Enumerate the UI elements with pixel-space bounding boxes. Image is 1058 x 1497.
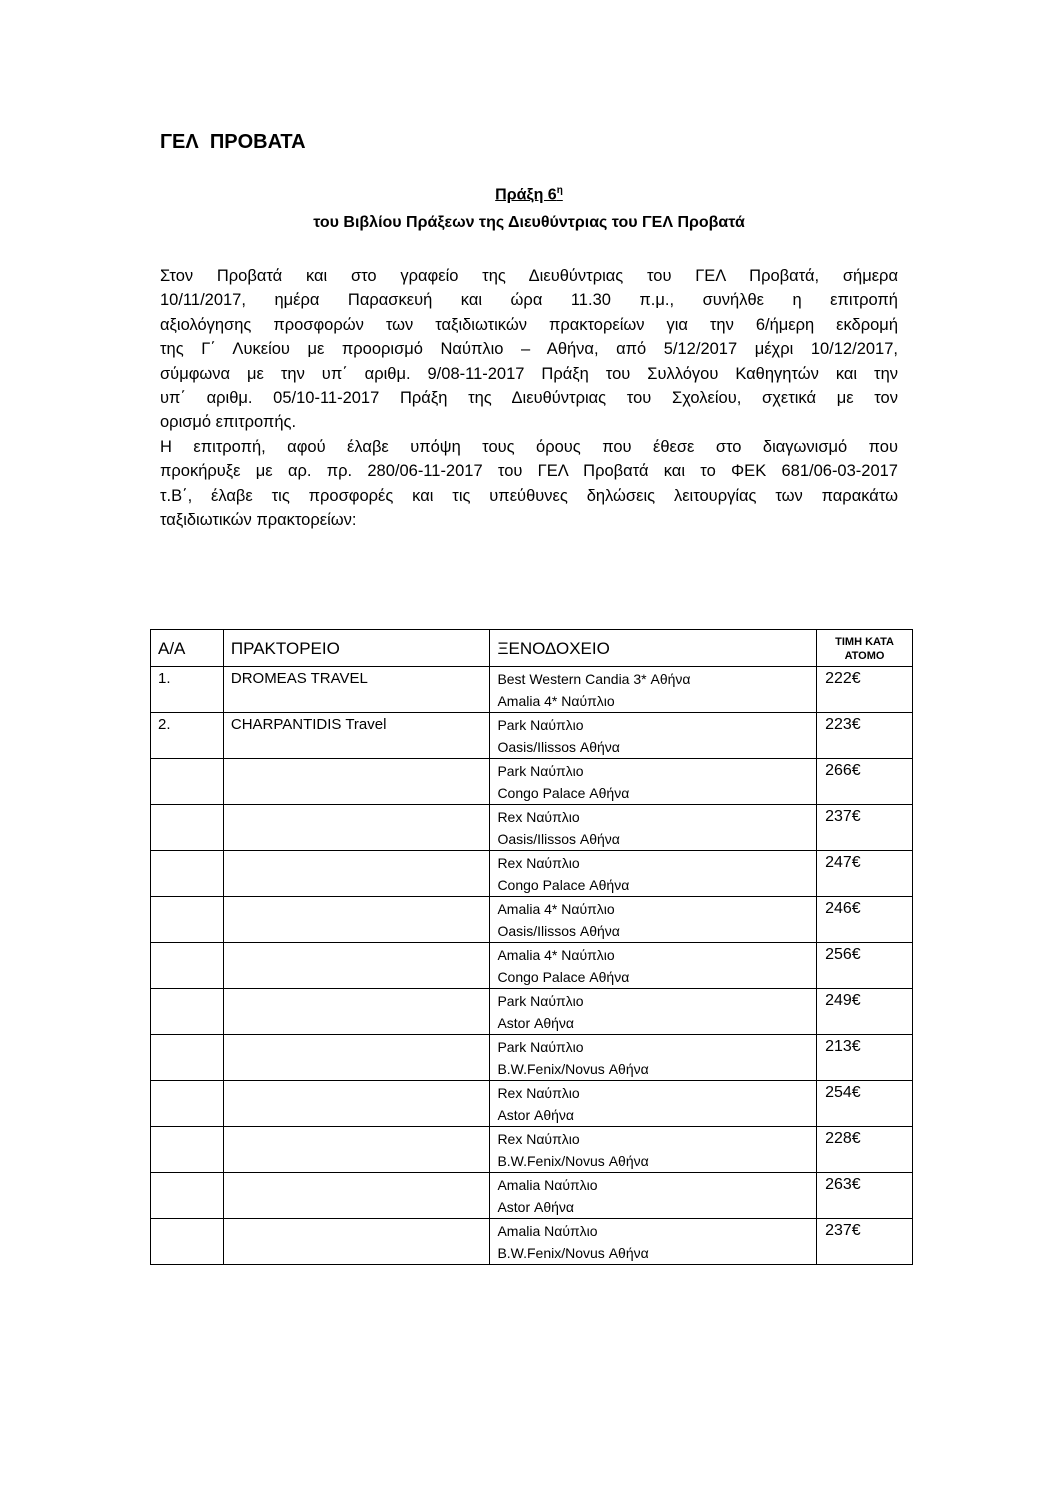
cell-agency xyxy=(223,1081,490,1127)
cell-price: 228€ xyxy=(817,1127,913,1173)
hotel-line-2: Astor Αθήνα xyxy=(497,1015,575,1031)
cell-num xyxy=(151,1035,224,1081)
cell-hotel xyxy=(490,851,817,897)
cell-num: 1. xyxy=(151,667,224,713)
body-line: υπ΄ αριθμ. 05/10-11-2017 Πράξη της Διευθύντριας του Σχολείου, σχετικά με τον xyxy=(160,388,898,407)
cell-num xyxy=(151,943,224,989)
hotel-line-2: B.W.Fenix/Novus Αθήνα xyxy=(497,1061,649,1077)
cell-num xyxy=(151,851,224,897)
hotel-line-2: Astor Αθήνα xyxy=(497,1107,575,1123)
body-line: σύμφωνα με την υπ΄ αριθμ. 9/08-11-2017 Πράξη του Συλλόγου Καθηγητών και την xyxy=(160,364,898,383)
cell-num xyxy=(151,1081,224,1127)
table-header-row xyxy=(151,630,913,667)
cell-price: 222€ xyxy=(817,667,913,713)
hotel-line-2: Congo Palace Αθήνα xyxy=(497,877,630,893)
table-row xyxy=(151,1081,913,1127)
cell-hotel xyxy=(490,1127,817,1173)
cell-agency xyxy=(223,759,490,805)
cell-hotel xyxy=(490,989,817,1035)
table-row xyxy=(151,713,913,759)
act-title-superscript: η xyxy=(556,185,563,196)
cell-num xyxy=(151,1173,224,1219)
hotel-line-1: Park Ναύπλιο xyxy=(497,1039,584,1055)
cell-price: 237€ xyxy=(817,1219,913,1265)
act-title-text: Πράξη 6 xyxy=(495,186,557,204)
cell-agency xyxy=(223,1127,490,1173)
cell-agency xyxy=(223,1173,490,1219)
cell-price: 213€ xyxy=(817,1035,913,1081)
cell-hotel xyxy=(490,1081,817,1127)
body-line: Η επιτροπή, αφού έλαβε υπόψη τους όρους που έθεσε στο διαγωνισμό που xyxy=(160,437,898,456)
hotel-line-2: Congo Palace Αθήνα xyxy=(497,969,630,985)
header-agency: ΠΡΑΚΤΟΡΕΙΟ xyxy=(223,630,490,667)
cell-price: 263€ xyxy=(817,1173,913,1219)
cell-hotel xyxy=(490,713,817,759)
header-price-line2: ΑΤΟΜΟ xyxy=(844,650,885,662)
cell-price: 223€ xyxy=(817,713,913,759)
cell-num xyxy=(151,1127,224,1173)
body-line: αξιολόγησης προσφορών των ταξιδιωτικών πρακτορείων για την 6/ήμερη εκδρομή xyxy=(160,315,898,334)
cell-agency xyxy=(223,1219,490,1265)
cell-agency xyxy=(223,805,490,851)
table-row xyxy=(151,1219,913,1265)
table-row xyxy=(151,851,913,897)
hotel-line-1: Rex Ναύπλιο xyxy=(497,1085,580,1101)
cell-price: 256€ xyxy=(817,943,913,989)
body-line: 10/11/2017, ημέρα Παρασκευή και ώρα 11.30 π.μ., συνήλθε η επιτροπή xyxy=(160,291,898,310)
hotel-line-1: Rex Ναύπλιο xyxy=(497,855,580,871)
cell-num xyxy=(151,1219,224,1265)
table-row xyxy=(151,943,913,989)
hotel-line-2: Congo Palace Αθήνα xyxy=(497,785,630,801)
header-price-line1: ΤΙΜΗ ΚΑΤΑ xyxy=(835,636,894,648)
cell-price: 249€ xyxy=(817,989,913,1035)
hotel-line-2: Astor Αθήνα xyxy=(497,1199,575,1215)
body-line: Στον Προβατά και στο γραφείο της Διευθύντριας του ΓΕΛ Προβατά, σήμερα xyxy=(160,267,898,285)
table-row xyxy=(151,1127,913,1173)
cell-num xyxy=(151,759,224,805)
header-num: Α/Α xyxy=(151,630,224,667)
body-line: τ.Β΄, έλαβε τις προσφορές και τις υπεύθυνες δηλώσεις λειτουργίας των παρακάτω xyxy=(160,486,898,505)
table-row xyxy=(151,1173,913,1219)
cell-hotel xyxy=(490,897,817,943)
hotel-line-2: Oasis/Ilissos Αθήνα xyxy=(497,923,620,939)
cell-price: 254€ xyxy=(817,1081,913,1127)
school-heading: ΓΕΛ ΠΡΟΒΑΤΑ xyxy=(160,131,306,153)
cell-hotel xyxy=(490,667,817,713)
hotel-line-2: B.W.Fenix/Novus Αθήνα xyxy=(497,1245,649,1261)
act-subtitle: του Βιβλίου Πράξεων της Διευθύντριας του ΓΕΛ Προβατά xyxy=(313,214,745,231)
cell-price: 237€ xyxy=(817,805,913,851)
hotel-line-1: Amalia 4* Ναύπλιο xyxy=(497,901,615,917)
body-line: ορισμό επιτροπής. xyxy=(160,413,297,432)
hotel-line-2: Amalia 4* Ναύπλιο xyxy=(497,693,615,709)
table-row xyxy=(151,805,913,851)
cell-num xyxy=(151,897,224,943)
act-title xyxy=(0,185,1058,204)
cell-hotel xyxy=(490,805,817,851)
hotel-line-2: Oasis/Ilissos Αθήνα xyxy=(497,831,620,847)
cell-price: 266€ xyxy=(817,759,913,805)
cell-hotel xyxy=(490,759,817,805)
body-line: ταξιδιωτικών πρακτορείων: xyxy=(160,510,357,529)
cell-hotel xyxy=(490,943,817,989)
body-line: προκήρυξε με αρ. πρ. 280/06-11-2017 του ΓΕΛ Προβατά και το ΦΕΚ 681/06-03-2017 xyxy=(160,462,898,481)
cell-agency xyxy=(223,989,490,1035)
header-price xyxy=(817,630,913,667)
hotel-line-1: Rex Ναύπλιο xyxy=(497,1131,580,1147)
header-hotel: ΞΕΝΟΔΟΧΕΙΟ xyxy=(490,630,817,667)
hotel-line-2: Oasis/Ilissos Αθήνα xyxy=(497,739,620,755)
hotel-line-1: Park Ναύπλιο xyxy=(497,993,584,1009)
offers-table-body xyxy=(151,667,913,1265)
hotel-line-1: Rex Ναύπλιο xyxy=(497,809,580,825)
cell-hotel xyxy=(490,1173,817,1219)
table-row xyxy=(151,989,913,1035)
cell-price: 247€ xyxy=(817,851,913,897)
hotel-line-1: Park Ναύπλιο xyxy=(497,763,584,779)
hotel-line-1: Amalia Ναύπλιο xyxy=(497,1223,598,1239)
cell-agency xyxy=(223,1035,490,1081)
offers-table xyxy=(150,629,913,1265)
table-row xyxy=(151,667,913,713)
cell-num: 2. xyxy=(151,713,224,759)
cell-agency xyxy=(223,897,490,943)
minutes-body xyxy=(160,264,898,532)
cell-agency xyxy=(223,851,490,897)
hotel-line-1: Amalia 4* Ναύπλιο xyxy=(497,947,615,963)
cell-num xyxy=(151,805,224,851)
table-row xyxy=(151,1035,913,1081)
cell-hotel xyxy=(490,1035,817,1081)
body-line: της Γ΄ Λυκείου με προορισμό Ναύπλιο – Αθήνα, από 5/12/2017 μέχρι 10/12/2017, xyxy=(160,340,898,359)
table-row xyxy=(151,897,913,943)
cell-price: 246€ xyxy=(817,897,913,943)
hotel-line-1: Park Ναύπλιο xyxy=(497,717,584,733)
hotel-line-1: Best Western Candia 3* Αθήνα xyxy=(497,671,691,687)
cell-agency: DROMEAS TRAVEL xyxy=(223,667,490,713)
cell-agency xyxy=(223,943,490,989)
hotel-line-1: Amalia Ναύπλιο xyxy=(497,1177,598,1193)
cell-agency: CHARPANTIDIS Travel xyxy=(223,713,490,759)
table-row xyxy=(151,759,913,805)
cell-num xyxy=(151,989,224,1035)
cell-hotel xyxy=(490,1219,817,1265)
hotel-line-2: B.W.Fenix/Novus Αθήνα xyxy=(497,1153,649,1169)
